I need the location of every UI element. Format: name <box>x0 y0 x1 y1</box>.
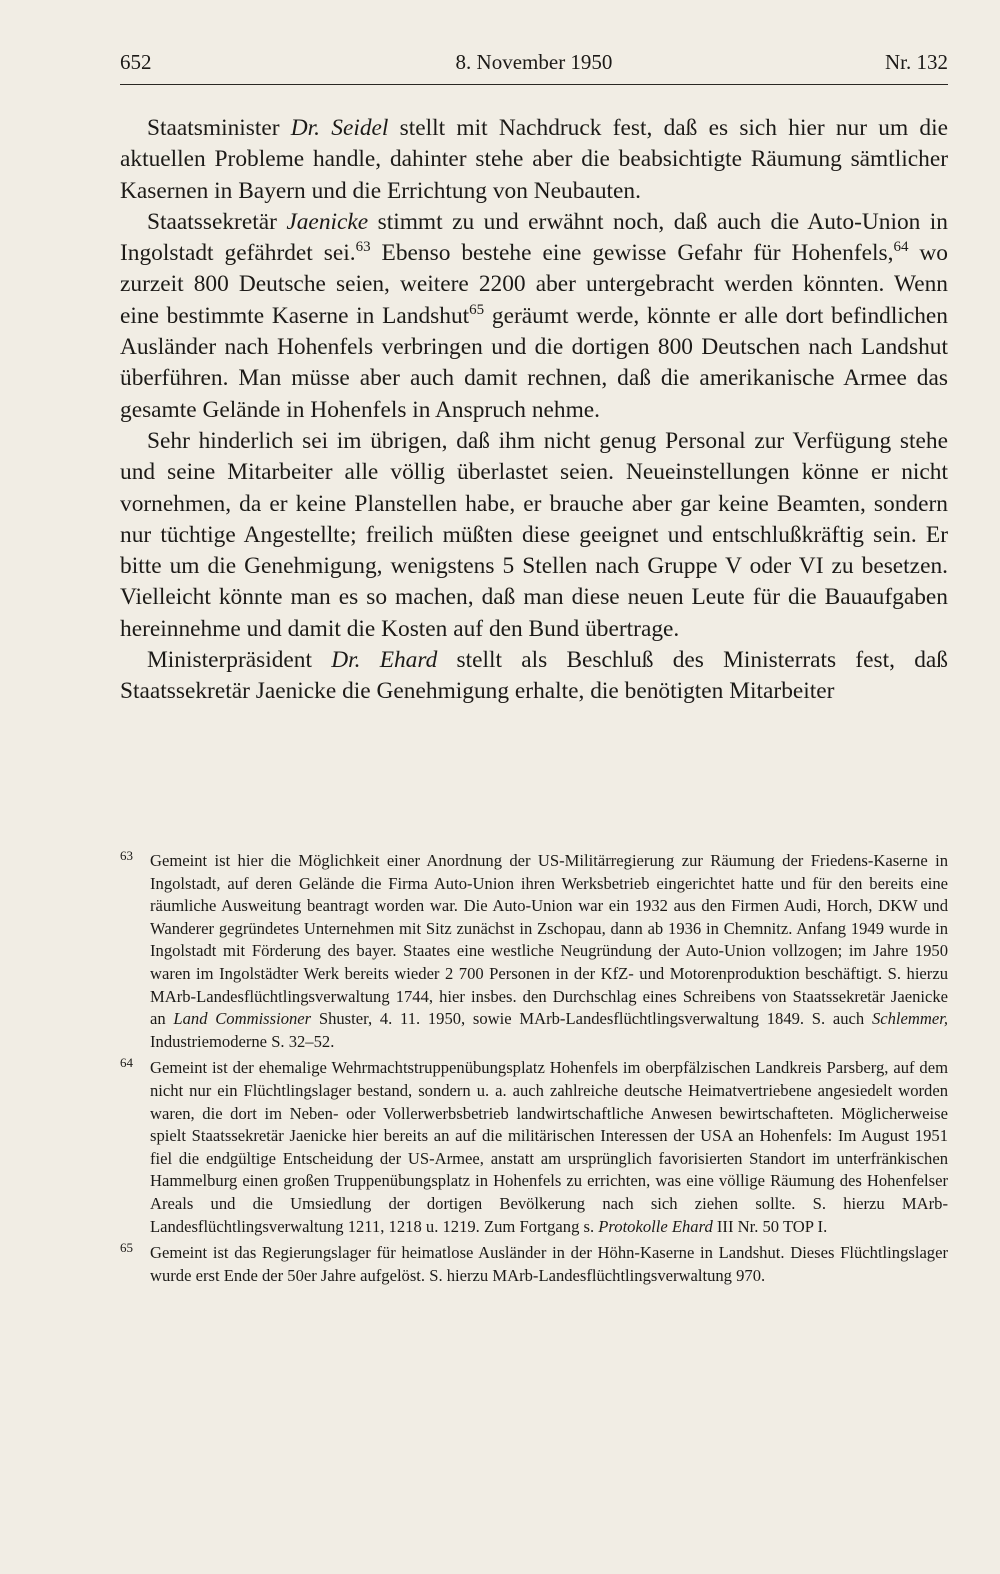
header-date: 8. November 1950 <box>455 50 613 74</box>
footnote-64 <box>120 1057 948 1238</box>
emphasis: Land Commissioner <box>173 1009 312 1029</box>
footnote-number: 63 <box>120 848 133 863</box>
text-run: Gemeint ist der ehemalige Wehrmachtstruppenübungsplatz Hohenfels im oberpfälzischen Landkreis Parsberg, auf dem nicht nur ein Flüchtlingslager bestand, sondern u. a. auch zahlreiche deutsche Heimatvertriebene angesiedelt worden waren, die dort im Neben- oder Vollerwerbsbetrieb landwirtschaftliche Anwesen bewirtschafteten. Möglicherweise spielt Staatssekretär Jaenicke hier bereits an auf die militärischen Interessen der USA an Hohenfels: Im August 1951 fiel die endgültige Entscheidung der US-Armee, anstatt am ursprünglich favorisierten Standort im unterfränkischen Hammelburg einen großen Truppenübungsplatz in Hohenfels zu errichten, was eine völlige Räumung des Hohenfelser Areals und die Umsiedlung der dortigen Bevölkerung nach sich ziehen sollte. S. hierzu MArb-Landesflüchtlingsverwaltung 1211, 1218 u. 1219. Zum Fortgang s. <box>150 1058 948 1236</box>
footnote-ref-63: 63 <box>355 239 371 256</box>
text-run: Industriemoderne S. 32–52. <box>150 1031 335 1051</box>
person-name: Dr. Seidel <box>290 115 389 141</box>
header-issue-number: Nr. 132 <box>885 50 948 74</box>
person-name: Jaenicke <box>286 208 369 235</box>
paragraph-ehard <box>120 645 948 708</box>
paragraph-jaenicke <box>120 207 948 426</box>
text-run: geräumt werde, könnte er alle dort befindlichen Ausländer nach Hohenfels verbringen und die dortigen 800 Deutschen nach Landshut überführen. Man müsse aber auch damit rechnen, daß die amerikanische Armee das gesamte Gelände in Hohenfels in Anspruch nehme. <box>120 302 948 423</box>
footnote-ref-64: 64 <box>893 239 909 256</box>
text-run: Gemeint ist hier die Möglichkeit einer Anordnung der US-Militärregierung zur Räumung der Friedens-Kaserne in Ingolstadt, auf deren Gelände die Firma Auto-Union ihren Werksbetrieb eingerichtet hatte und für den bereits eine räumliche Ausweitung beantragt worden war. Die Auto-Union war ein 1932 aus den Firmen Audi, Horch, DKW und Wanderer gegründetes Unternehmen mit Sitz zunächst in Zschopau, dann ab 1936 in Chemnitz. Anfang 1949 wurde in Ingolstadt mit Förderung des bayer. Staates eine westliche Neugründung der Auto-Union vollzogen; im Jahre 1950 waren im Ingolstädter Werk bereits wieder 2 700 Personen in der KfZ- und Motorenproduktion beschäftigt. S. hierzu MArb-Landesflüchtlingsverwaltung 1744, hier insbes. den Durchschlag eines Schreibens von Staatssekretär Jaenicke an <box>150 851 948 1029</box>
text-run: wo zurzeit 800 Deutsche seien, weitere 2200 aber untergebracht werden könnten. Wenn eine bestimmte Kaserne in Landshut <box>120 240 948 329</box>
footnotes <box>120 850 948 1291</box>
text-run: stimmt zu und erwähnt noch, daß auch die Auto-Union in Ingolstadt gefährdet sei. <box>120 208 948 267</box>
footnote-65 <box>120 1242 948 1287</box>
text-run: III Nr. 50 TOP I. <box>712 1216 828 1236</box>
source-title: Protokolle Ehard <box>598 1216 713 1236</box>
paragraph-seidel <box>120 113 948 207</box>
footnote-number: 65 <box>120 1240 133 1256</box>
footnote-number: 64 <box>120 1055 133 1071</box>
author-name: Schlemmer, <box>871 1009 948 1029</box>
text-run: stellt mit Nachdruck fest, daß es sich hier nur um die aktuellen Probleme handle, dahinter stehe aber die beabsichtigte Räumung sämtlicher Kasernen in Bayern und die Errichtung von Neubauten. <box>120 115 948 204</box>
page-number: 652 <box>120 50 152 74</box>
text-run: Staatsminister <box>147 115 291 141</box>
running-header <box>120 48 948 85</box>
text-run: Ebenso bestehe eine gewisse Gefahr für Hohenfels, <box>370 240 894 267</box>
text-run: Gemeint ist das Regierungslager für heimatlose Ausländer in der Höhn-Kaserne in Landshut. Dieses Flüchtlingslager wurde erst Ende der 50er Jahre aufgelöst. S. hierzu MArb-Landesflüchtlingsverwaltung 970. <box>150 1243 948 1285</box>
footnote-63 <box>120 850 948 1053</box>
text-run: stellt als Beschluß des Ministerrats fest, daß Staatssekretär Jaenicke die Genehmigung erhalte, die benötigten Mitarbeiter <box>120 647 948 705</box>
main-text <box>120 113 948 708</box>
text-run: Staatssekretär <box>147 208 287 235</box>
footnote-ref-65: 65 <box>469 301 485 318</box>
text-run: Ministerpräsident <box>147 647 332 674</box>
person-name: Dr. Ehard <box>331 647 438 674</box>
text-run: Shuster, 4. 11. 1950, sowie MArb-Landesflüchtlingsverwaltung 1849. S. auch <box>311 1009 872 1029</box>
paragraph-personal: Sehr hinderlich sei im übrigen, daß ihm nicht genug Personal zur Verfügung stehe und seine Mitarbeiter alle völlig überlastet seien. Neueinstellungen könne er nicht vornehmen, da er keine Planstellen habe, er brauche aber gar keine Beamten, sondern nur tüchtige Angestellte; freilich müßten diese geeignet und entschlußkräftig sein. Er bitte um die Genehmigung, wenigstens 5 Stellen nach Gruppe V oder VI zu besetzen. Vielleicht könnte man es so machen, daß man diese neuen Leute für die Bauaufgaben hereinnehme und damit die Kosten auf den Bund übertrage. <box>120 427 948 642</box>
